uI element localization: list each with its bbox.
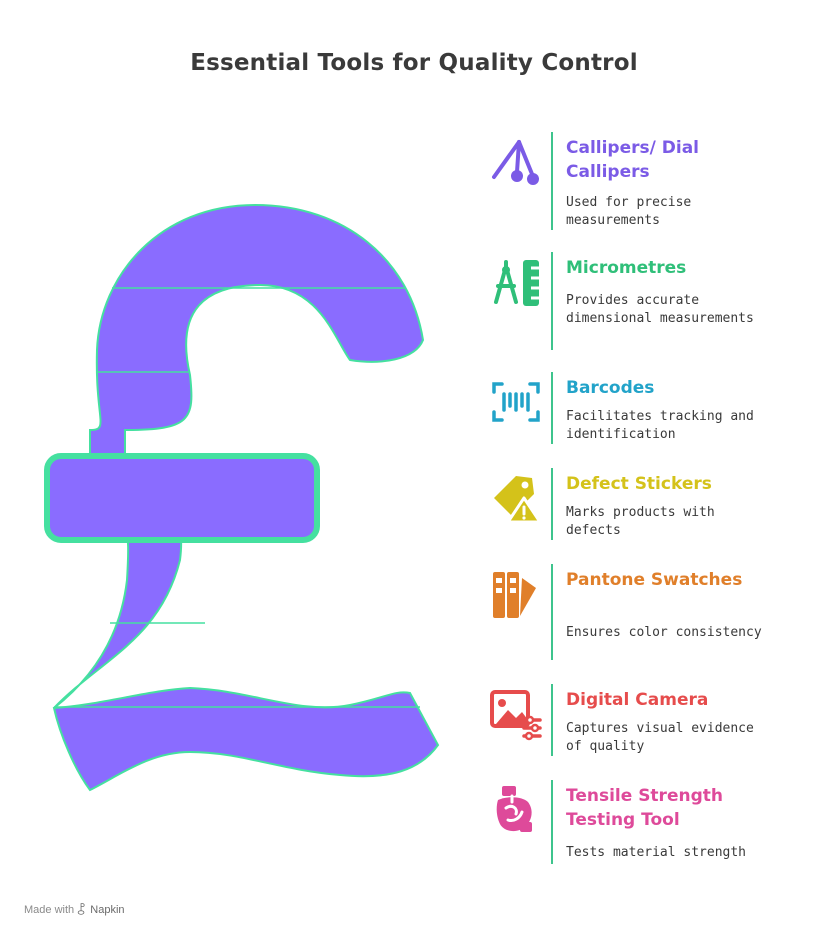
pound-sign-crossbar	[47, 456, 317, 540]
tensile-tester-icon	[486, 780, 546, 840]
made-with-label: Made with	[24, 904, 75, 916]
item-description: Tests material strength	[566, 845, 747, 860]
item-description: Provides accurate dimensional measurements	[566, 293, 754, 326]
camera-image-icon	[486, 684, 546, 744]
item-description: Marks products with defects	[566, 505, 715, 538]
item-description: Captures visual evidence of quality	[566, 721, 754, 754]
list-item-pantone-swatches	[486, 564, 786, 662]
napkin-logo-icon: ⯛	[77, 904, 85, 916]
item-name: Pantone Swatches	[566, 570, 743, 590]
tag-warning-icon	[486, 468, 546, 528]
diagram-title: Essential Tools for Quality Control	[190, 50, 638, 76]
item-name: Callipers/ Dial Callipers	[566, 138, 699, 182]
swatches-icon	[486, 564, 546, 624]
micrometre-icon	[486, 252, 546, 312]
made-with-footer	[24, 901, 125, 920]
list-item-tensile-strength	[486, 780, 786, 866]
list-item-micrometres	[486, 252, 786, 352]
list-item-callipers	[486, 132, 786, 232]
barcode-icon	[486, 372, 546, 432]
item-description: Used for precise measurements	[566, 195, 692, 228]
item-name: Digital Camera	[566, 690, 709, 710]
item-description: Ensures color consistency	[566, 625, 762, 640]
item-name: Micrometres	[566, 258, 687, 278]
list-item-digital-camera	[486, 684, 786, 758]
item-name: Barcodes	[566, 378, 655, 398]
pound-sign-base	[54, 688, 438, 790]
item-description: Facilitates tracking and identification	[566, 409, 754, 442]
list-item-defect-stickers	[486, 468, 786, 542]
napkin-brand: Napkin	[90, 904, 125, 916]
callipers-icon	[486, 132, 546, 192]
item-name: Defect Stickers	[566, 474, 712, 494]
list-item-barcodes	[486, 372, 786, 446]
item-name: Tensile Strength Testing Tool	[566, 786, 723, 830]
